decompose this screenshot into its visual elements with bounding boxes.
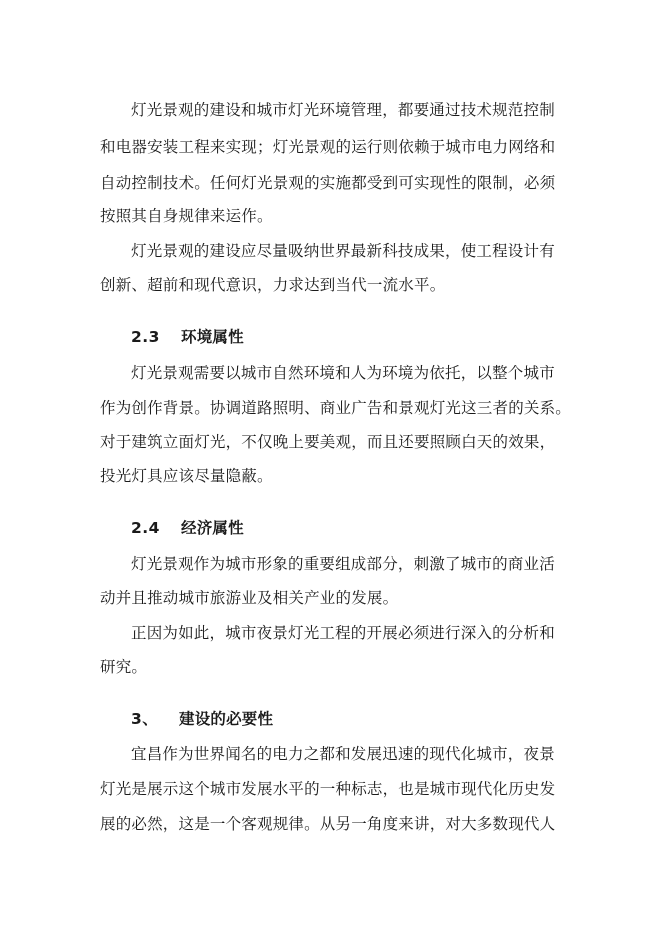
paragraph-3-line-4: 投光灯具应该尽量隐蔽。 bbox=[100, 467, 273, 485]
paragraph-3-line-1: 灯光景观需要以城市自然环境和人为环境为依托，以整个城市 bbox=[131, 364, 555, 382]
paragraph-1-line-3: 自动控制技术。任何灯光景观的实施都受到可实现性的限制，必须 bbox=[100, 174, 556, 192]
paragraph-5-line-1: 正因为如此，城市夜景灯光工程的开展必须进行深入的分析和 bbox=[131, 624, 555, 642]
paragraph-6-line-2: 灯光是展示这个城市发展水平的一种标志，也是城市现代化历史发 bbox=[100, 780, 556, 798]
paragraph-2-line-1: 灯光景观的建设应尽量吸纳世界最新科技成果，使工程设计有 bbox=[131, 242, 555, 260]
paragraph-1-line-2: 和电器安装工程来实现；灯光景观的运行则依赖于城市电力网络和 bbox=[100, 138, 556, 156]
paragraph-1-line-4: 按照其自身规律来运作。 bbox=[100, 207, 273, 225]
section-number: 2.4 bbox=[131, 519, 160, 537]
section-heading-2-3 bbox=[131, 326, 244, 348]
section-heading-2-4 bbox=[131, 517, 244, 539]
paragraph-3-line-3: 对于建筑立面灯光，不仅晚上要美观，而且还要照顾白天的效果， bbox=[100, 433, 556, 451]
section-title: 环境属性 bbox=[181, 328, 244, 346]
paragraph-1-line-1: 灯光景观的建设和城市灯光环境管理，都要通过技术规范控制 bbox=[131, 101, 555, 119]
paragraph-5-line-2: 研究。 bbox=[100, 658, 148, 676]
paragraph-4-line-1: 灯光景观作为城市形象的重要组成部分，刺激了城市的商业活 bbox=[131, 555, 555, 573]
paragraph-2-line-2: 创新、超前和现代意识，力求达到当代一流水平。 bbox=[100, 276, 446, 294]
section-number: 3、 bbox=[131, 710, 159, 728]
paragraph-3-line-2: 作为创作背景。协调道路照明、商业广告和景观灯光这三者的关系。 bbox=[100, 399, 572, 417]
section-title: 经济属性 bbox=[181, 519, 244, 537]
paragraph-6-line-3: 展的必然，这是一个客观规律。从另一角度来讲，对大多数现代人 bbox=[100, 815, 556, 833]
section-title: 建设的必要性 bbox=[179, 710, 274, 728]
paragraph-6-line-1: 宜昌作为世界闻名的电力之都和发展迅速的现代化城市，夜景 bbox=[131, 745, 555, 763]
section-number: 2.3 bbox=[131, 328, 160, 346]
section-heading-3 bbox=[131, 708, 273, 730]
paragraph-4-line-2: 动并且推动城市旅游业及相关产业的发展。 bbox=[100, 589, 399, 607]
